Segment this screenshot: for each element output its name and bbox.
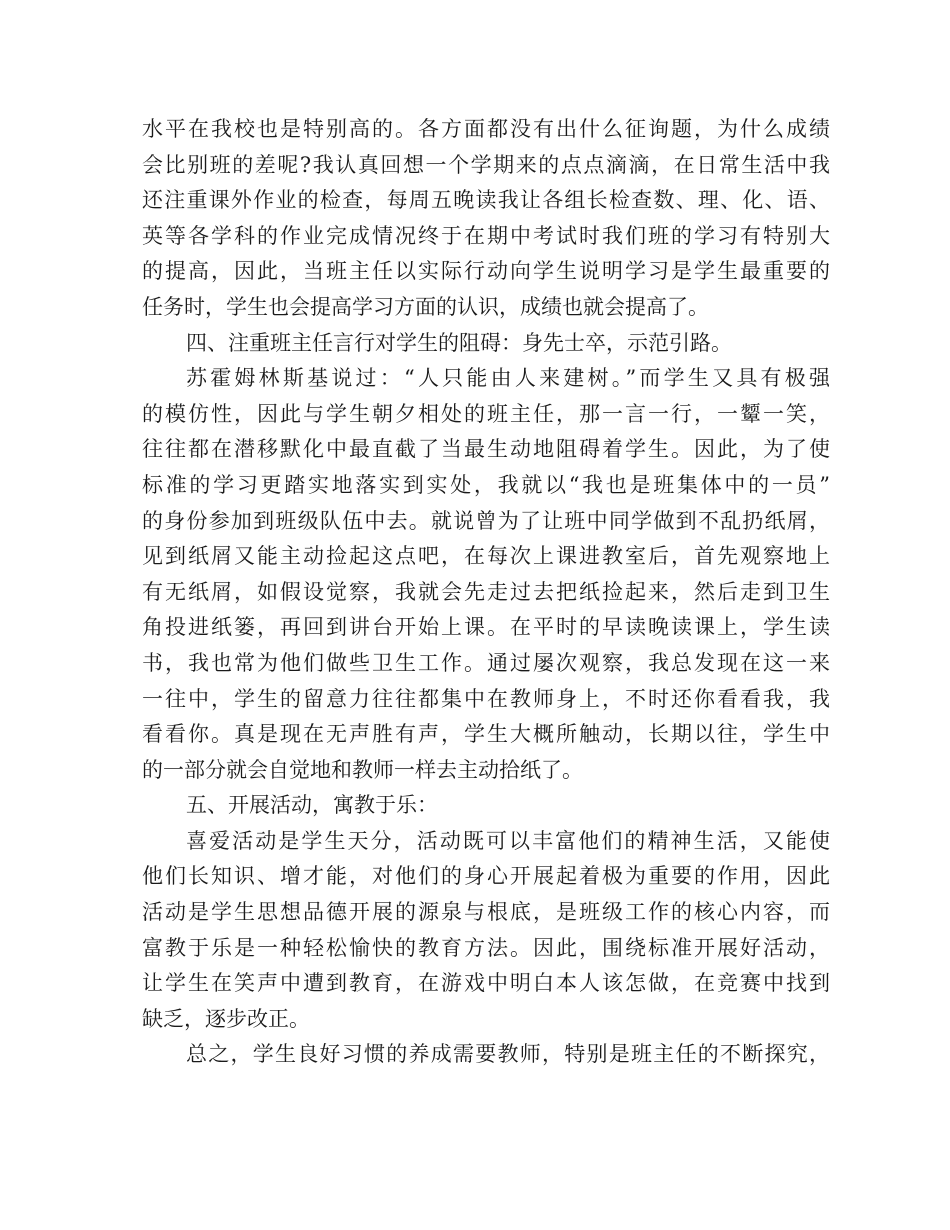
- text-line: 活动是学生思想品德开展的源泉与根底，是班级工作的核心内容，而: [142, 900, 830, 925]
- text-line: 的身份参加到班级队伍中去。就说曾为了让班中同学做到不乱扔纸屑，: [142, 508, 830, 533]
- text-line: 看看你。真是现在无声胜有声，学生大概所触动，长期以往，学生中: [142, 722, 830, 747]
- text-line: 富教于乐是一种轻松愉快的教育方法。因此，围绕标准开展好活动，: [142, 935, 830, 960]
- text-line: 书，我也常为他们做些卫生工作。通过屡次观察，我总发现在这一来: [142, 650, 830, 675]
- body-text: [142, 112, 830, 1073]
- text-line: 还注重课外作业的检查，每周五晚读我让各组长检查数、理、化、语、: [142, 188, 830, 213]
- text-line: 缺乏，逐步改正。: [142, 1006, 310, 1031]
- text-line: 他们长知识、增才能，对他们的身心开展起着极为重要的作用，因此: [142, 864, 830, 889]
- text-line: 往往都在潜移默化中最直截了当最生动地阻碍着学生。因此，为了使: [142, 437, 830, 462]
- text-line: 英等各学科的作业完成情况终于在期中考试时我们班的学习有特别大: [142, 223, 830, 248]
- text-line: 的一部分就会自觉地和教师一样去主动拾纸了。: [142, 757, 583, 782]
- text-line: 喜爱活动是学生天分，活动既可以丰富他们的精神生活，又能使: [186, 828, 830, 853]
- text-line: 五、开展活动，寓教于乐：: [186, 793, 438, 818]
- text-line: 会比别班的差呢?我认真回想一个学期来的点点滴滴，在日常生活中我: [142, 152, 830, 177]
- text-line: 水平在我校也是特别高的。各方面都没有出什么征询题，为什么成绩: [142, 117, 830, 141]
- text-line: 任务时，学生也会提高学习方面的认识，成绩也就会提高了。: [142, 294, 709, 319]
- text-line: 角投进纸篓，再回到讲台开始上课。在平时的早读晚读课上，学生读: [142, 615, 830, 640]
- text-line: 一往中，学生的留意力往往都集中在教师身上，不时还你看看我，我: [142, 686, 830, 711]
- text-line: 的模仿性，因此与学生朝夕相处的班主任，那一言一行，一颦一笑，: [142, 401, 830, 426]
- text-line: 的提高，因此，当班主任以实际行动向学生说明学习是学生最重要的: [142, 259, 830, 284]
- text-line: 标准的学习更踏实地落实到实处，我就以“我也是班集体中的一员”: [142, 472, 830, 497]
- text-line: 有无纸屑，如假设觉察，我就会先走过去把纸捡起来，然后走到卫生: [142, 579, 830, 604]
- text-line: 苏霍姆林斯基说过：“人只能由人来建树。”而学生又具有极强: [186, 366, 830, 391]
- text-line: 四、注重班主任言行对学生的阻碍：身先士卒，示范引路。: [186, 330, 732, 355]
- text-line: 见到纸屑又能主动捡起这点吧，在每次上课进教室后，首先观察地上: [142, 544, 830, 569]
- text-line: 总之，学生良好习惯的养成需要教师，特别是班主任的不断探究，: [186, 1042, 830, 1067]
- text-line: 让学生在笑声中遭到教育，在游戏中明白本人该怎做，在竞赛中找到: [142, 971, 830, 996]
